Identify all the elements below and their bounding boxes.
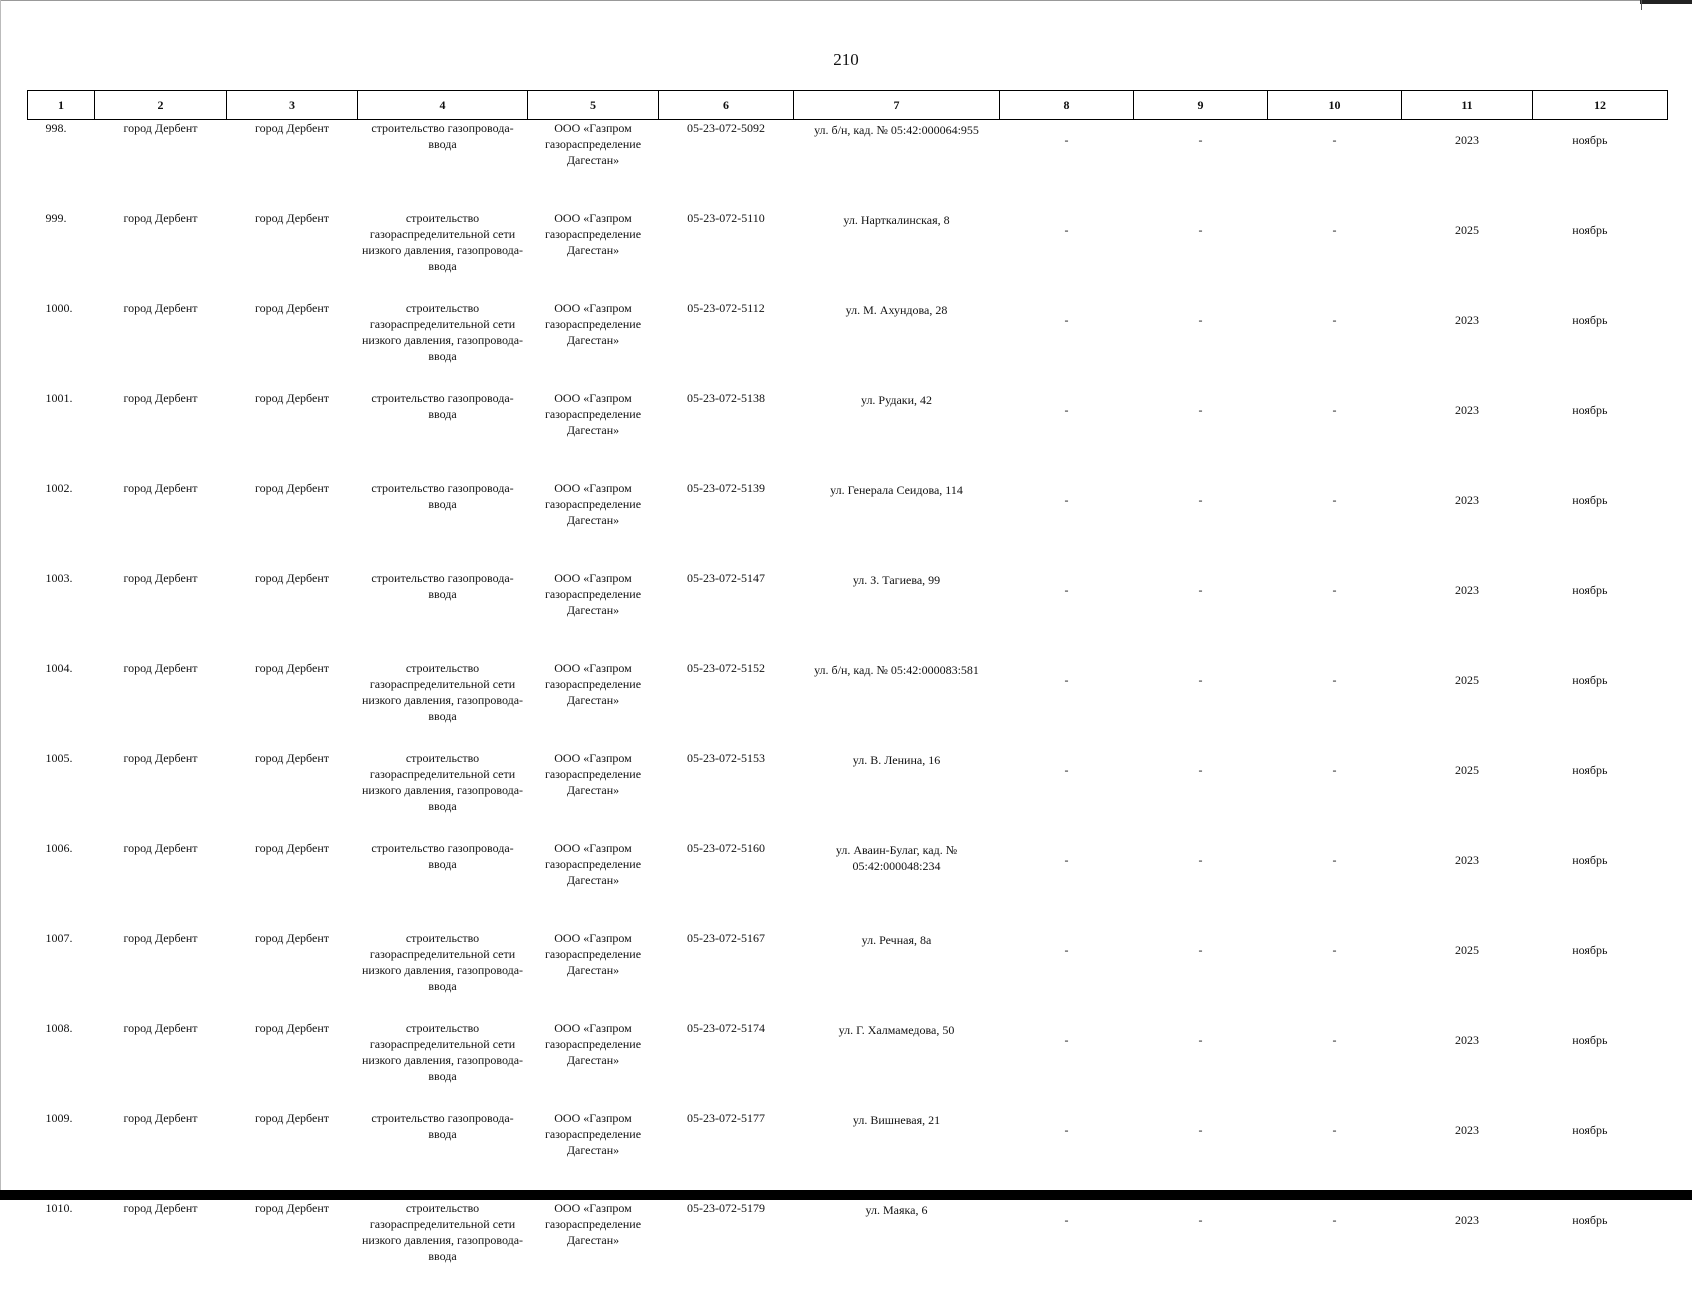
settlement-cell: город Дербент	[227, 660, 358, 750]
object-code-cell: 05-23-072-5147	[659, 570, 794, 660]
document-table	[27, 90, 1668, 1290]
object-code-cell: 05-23-072-5112	[659, 300, 794, 390]
col10-cell: -	[1268, 300, 1402, 390]
month-cell: ноябрь	[1533, 390, 1668, 480]
settlement-cell: город Дербент	[227, 840, 358, 930]
year-cell: 2023	[1402, 1110, 1533, 1200]
col8-cell: -	[1000, 570, 1134, 660]
col9-cell: -	[1134, 300, 1268, 390]
address-cell: ул. Генерала Сеидова, 114	[794, 480, 1000, 570]
column-header-5: 5	[528, 91, 659, 120]
col9-cell: -	[1134, 210, 1268, 300]
object-code-cell: 05-23-072-5139	[659, 480, 794, 570]
district-cell: город Дербент	[95, 1200, 227, 1290]
address-cell: ул. М. Ахундова, 28	[794, 300, 1000, 390]
col9-cell: -	[1134, 930, 1268, 1020]
table-header	[28, 91, 1668, 120]
address-cell: ул. Маяка, 6	[794, 1200, 1000, 1290]
district-cell: город Дербент	[95, 750, 227, 840]
table-row	[28, 1200, 1668, 1290]
row-number: 999.	[28, 210, 95, 300]
column-header-2: 2	[95, 91, 227, 120]
district-cell: город Дербент	[95, 210, 227, 300]
object-code-cell: 05-23-072-5179	[659, 1200, 794, 1290]
object-code-cell: 05-23-072-5152	[659, 660, 794, 750]
col8-cell: -	[1000, 480, 1134, 570]
table-row	[28, 210, 1668, 300]
header-row	[28, 91, 1668, 120]
col9-cell: -	[1134, 1200, 1268, 1290]
month-cell: ноябрь	[1533, 120, 1668, 211]
organization-cell: ООО «Газпром газораспределение Дагестан»	[528, 570, 659, 660]
col10-cell: -	[1268, 660, 1402, 750]
address-cell: ул. Нарткалинская, 8	[794, 210, 1000, 300]
col10-cell: -	[1268, 120, 1402, 211]
row-number: 1010.	[28, 1200, 95, 1290]
col10-cell: -	[1268, 1020, 1402, 1110]
col9-cell: -	[1134, 390, 1268, 480]
address-cell: ул. Аваин-Булаг, кад. № 05:42:000048:234	[794, 840, 1000, 930]
row-number: 1008.	[28, 1020, 95, 1110]
month-cell: ноябрь	[1533, 930, 1668, 1020]
col8-cell: -	[1000, 300, 1134, 390]
work-type-cell: строительство газораспределительной сети низкого давления, газопровода-ввода	[358, 1200, 528, 1290]
settlement-cell: город Дербент	[227, 1110, 358, 1200]
object-code-cell: 05-23-072-5153	[659, 750, 794, 840]
work-type-cell: строительство газопровода-ввода	[358, 480, 528, 570]
col8-cell: -	[1000, 660, 1134, 750]
organization-cell: ООО «Газпром газораспределение Дагестан»	[528, 660, 659, 750]
address-cell: ул. В. Ленина, 16	[794, 750, 1000, 840]
district-cell: город Дербент	[95, 1110, 227, 1200]
work-type-cell: строительство газопровода-ввода	[358, 570, 528, 660]
row-number: 1000.	[28, 300, 95, 390]
district-cell: город Дербент	[95, 480, 227, 570]
table-row	[28, 1020, 1668, 1110]
col9-cell: -	[1134, 750, 1268, 840]
month-cell: ноябрь	[1533, 570, 1668, 660]
year-cell: 2023	[1402, 300, 1533, 390]
table-row	[28, 570, 1668, 660]
table-row	[28, 300, 1668, 390]
scan-edge-top	[0, 0, 1692, 1]
column-header-9: 9	[1134, 91, 1268, 120]
col8-cell: -	[1000, 120, 1134, 211]
col8-cell: -	[1000, 930, 1134, 1020]
col10-cell: -	[1268, 840, 1402, 930]
page-number: 210	[0, 50, 1692, 70]
month-cell: ноябрь	[1533, 660, 1668, 750]
month-cell: ноябрь	[1533, 750, 1668, 840]
col8-cell: -	[1000, 1020, 1134, 1110]
organization-cell: ООО «Газпром газораспределение Дагестан»	[528, 840, 659, 930]
settlement-cell: город Дербент	[227, 120, 358, 211]
address-cell: ул. Рудаки, 42	[794, 390, 1000, 480]
row-number: 1003.	[28, 570, 95, 660]
organization-cell: ООО «Газпром газораспределение Дагестан»	[528, 480, 659, 570]
work-type-cell: строительство газопровода-ввода	[358, 1110, 528, 1200]
year-cell: 2023	[1402, 570, 1533, 660]
scan-corner-mark	[1640, 0, 1692, 4]
work-type-cell: строительство газораспределительной сети низкого давления, газопровода-ввода	[358, 930, 528, 1020]
col8-cell: -	[1000, 750, 1134, 840]
organization-cell: ООО «Газпром газораспределение Дагестан»	[528, 300, 659, 390]
settlement-cell: город Дербент	[227, 750, 358, 840]
col8-cell: -	[1000, 390, 1134, 480]
row-number: 1006.	[28, 840, 95, 930]
row-number: 1004.	[28, 660, 95, 750]
year-cell: 2025	[1402, 660, 1533, 750]
month-cell: ноябрь	[1533, 1020, 1668, 1110]
col10-cell: -	[1268, 570, 1402, 660]
column-header-6: 6	[659, 91, 794, 120]
work-type-cell: строительство газопровода-ввода	[358, 120, 528, 211]
row-number: 998.	[28, 120, 95, 211]
col9-cell: -	[1134, 1020, 1268, 1110]
year-cell: 2023	[1402, 480, 1533, 570]
object-code-cell: 05-23-072-5110	[659, 210, 794, 300]
organization-cell: ООО «Газпром газораспределение Дагестан»	[528, 1200, 659, 1290]
work-type-cell: строительство газораспределительной сети низкого давления, газопровода-ввода	[358, 660, 528, 750]
work-type-cell: строительство газораспределительной сети низкого давления, газопровода-ввода	[358, 750, 528, 840]
month-cell: ноябрь	[1533, 300, 1668, 390]
object-code-cell: 05-23-072-5177	[659, 1110, 794, 1200]
settlement-cell: город Дербент	[227, 390, 358, 480]
work-type-cell: строительство газораспределительной сети низкого давления, газопровода-ввода	[358, 300, 528, 390]
month-cell: ноябрь	[1533, 840, 1668, 930]
settlement-cell: город Дербент	[227, 930, 358, 1020]
row-number: 1005.	[28, 750, 95, 840]
col9-cell: -	[1134, 840, 1268, 930]
column-header-11: 11	[1402, 91, 1533, 120]
table-row	[28, 840, 1668, 930]
row-number: 1002.	[28, 480, 95, 570]
work-type-cell: строительство газораспределительной сети низкого давления, газопровода-ввода	[358, 1020, 528, 1110]
col10-cell: -	[1268, 930, 1402, 1020]
col9-cell: -	[1134, 120, 1268, 211]
row-number: 1009.	[28, 1110, 95, 1200]
table-body	[28, 120, 1668, 1290]
table-row	[28, 480, 1668, 570]
col9-cell: -	[1134, 480, 1268, 570]
object-code-cell: 05-23-072-5174	[659, 1020, 794, 1110]
organization-cell: ООО «Газпром газораспределение Дагестан»	[528, 750, 659, 840]
district-cell: город Дербент	[95, 120, 227, 211]
object-code-cell: 05-23-072-5092	[659, 120, 794, 211]
organization-cell: ООО «Газпром газораспределение Дагестан»	[528, 210, 659, 300]
work-type-cell: строительство газопровода-ввода	[358, 840, 528, 930]
col8-cell: -	[1000, 1110, 1134, 1200]
settlement-cell: город Дербент	[227, 210, 358, 300]
table-row	[28, 120, 1668, 211]
organization-cell: ООО «Газпром газораспределение Дагестан»	[528, 930, 659, 1020]
address-cell: ул. Г. Халмамедова, 50	[794, 1020, 1000, 1110]
address-cell: ул. Речная, 8а	[794, 930, 1000, 1020]
year-cell: 2025	[1402, 750, 1533, 840]
address-cell: ул. б/н, кад. № 05:42:000064:955	[794, 120, 1000, 211]
organization-cell: ООО «Газпром газораспределение Дагестан»	[528, 120, 659, 211]
month-cell: ноябрь	[1533, 480, 1668, 570]
year-cell: 2023	[1402, 1020, 1533, 1110]
column-header-1: 1	[28, 91, 95, 120]
col10-cell: -	[1268, 750, 1402, 840]
col8-cell: -	[1000, 210, 1134, 300]
col8-cell: -	[1000, 840, 1134, 930]
work-type-cell: строительство газопровода-ввода	[358, 390, 528, 480]
year-cell: 2023	[1402, 1200, 1533, 1290]
settlement-cell: город Дербент	[227, 570, 358, 660]
address-cell: ул. Вишневая, 21	[794, 1110, 1000, 1200]
table-row	[28, 750, 1668, 840]
column-header-12: 12	[1533, 91, 1668, 120]
year-cell: 2025	[1402, 930, 1533, 1020]
settlement-cell: город Дербент	[227, 1200, 358, 1290]
col9-cell: -	[1134, 570, 1268, 660]
col10-cell: -	[1268, 390, 1402, 480]
district-cell: город Дербент	[95, 930, 227, 1020]
table-row	[28, 930, 1668, 1020]
address-cell: ул. б/н, кад. № 05:42:000083:581	[794, 660, 1000, 750]
col10-cell: -	[1268, 1110, 1402, 1200]
settlement-cell: город Дербент	[227, 300, 358, 390]
table-row	[28, 390, 1668, 480]
column-header-7: 7	[794, 91, 1000, 120]
column-header-10: 10	[1268, 91, 1402, 120]
district-cell: город Дербент	[95, 390, 227, 480]
settlement-cell: город Дербент	[227, 1020, 358, 1110]
scan-corner-mark-vertical	[1641, 0, 1642, 10]
district-cell: город Дербент	[95, 840, 227, 930]
object-code-cell: 05-23-072-5160	[659, 840, 794, 930]
settlement-cell: город Дербент	[227, 480, 358, 570]
table-row	[28, 1110, 1668, 1200]
district-cell: город Дербент	[95, 570, 227, 660]
col10-cell: -	[1268, 1200, 1402, 1290]
month-cell: ноябрь	[1533, 1200, 1668, 1290]
district-cell: город Дербент	[95, 1020, 227, 1110]
column-header-3: 3	[227, 91, 358, 120]
column-header-8: 8	[1000, 91, 1134, 120]
col10-cell: -	[1268, 480, 1402, 570]
organization-cell: ООО «Газпром газораспределение Дагестан»	[528, 1020, 659, 1110]
year-cell: 2023	[1402, 120, 1533, 211]
scan-edge-left	[0, 0, 1, 1190]
col9-cell: -	[1134, 1110, 1268, 1200]
object-code-cell: 05-23-072-5167	[659, 930, 794, 1020]
month-cell: ноябрь	[1533, 210, 1668, 300]
year-cell: 2023	[1402, 390, 1533, 480]
work-type-cell: строительство газораспределительной сети низкого давления, газопровода-ввода	[358, 210, 528, 300]
district-cell: город Дербент	[95, 300, 227, 390]
object-code-cell: 05-23-072-5138	[659, 390, 794, 480]
row-number: 1001.	[28, 390, 95, 480]
year-cell: 2023	[1402, 840, 1533, 930]
district-cell: город Дербент	[95, 660, 227, 750]
col8-cell: -	[1000, 1200, 1134, 1290]
col9-cell: -	[1134, 660, 1268, 750]
col10-cell: -	[1268, 210, 1402, 300]
address-cell: ул. З. Тагиева, 99	[794, 570, 1000, 660]
month-cell: ноябрь	[1533, 1110, 1668, 1200]
scan-bottom-bar	[0, 1190, 1692, 1200]
row-number: 1007.	[28, 930, 95, 1020]
table-row	[28, 660, 1668, 750]
column-header-4: 4	[358, 91, 528, 120]
organization-cell: ООО «Газпром газораспределение Дагестан»	[528, 390, 659, 480]
year-cell: 2025	[1402, 210, 1533, 300]
organization-cell: ООО «Газпром газораспределение Дагестан»	[528, 1110, 659, 1200]
